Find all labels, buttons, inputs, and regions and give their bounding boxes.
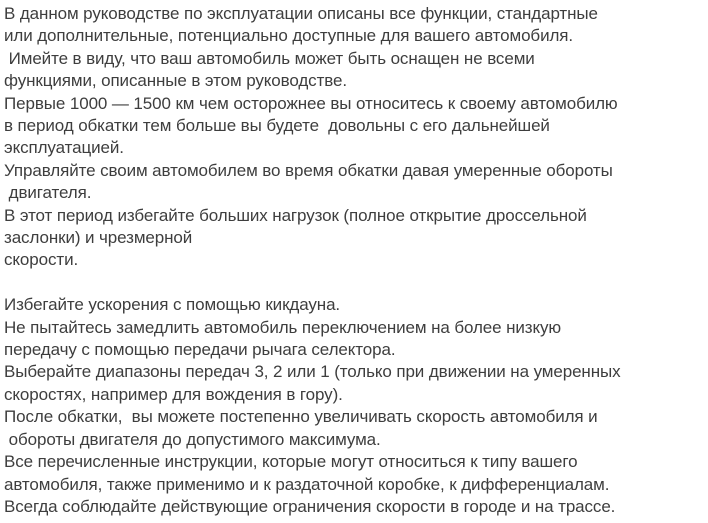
text-line: в период обкатки тем больше вы будете довольны с его дальнейшей	[4, 116, 550, 136]
text-line: функциями, описанные в этом руководстве.	[4, 71, 347, 91]
text-line: или дополнительные, потенциально доступные для вашего автомобиля.	[4, 26, 574, 46]
text-line: двигателя.	[4, 183, 92, 203]
text-line-blank	[4, 272, 708, 294]
text-line: Выберайте диапазоны передач 3, 2 или 1 (только при движении на умеренных	[4, 362, 621, 382]
text-line: В данном руководстве по эксплуатации описаны все функции, стандартные	[4, 4, 598, 23]
text-line: эксплуатацией.	[4, 138, 124, 158]
text-line: передачу с помощью передачи рычага селектора.	[4, 340, 396, 360]
text-line: автомобиля, также применимо и к раздаточной коробке, к дифференциалам.	[4, 474, 610, 494]
text-line: Всегда соблюдайте действующие ограничения скорости в городе и на трассе.	[4, 496, 616, 516]
text-line: В этот период избегайте больших нагрузок (полное открытие дроссельной	[4, 205, 587, 225]
text-line: Имейте в виду, что ваш автомобиль может быть оснащен не всеми	[4, 48, 535, 68]
text-line: Избегайте ускорения с помощью кикдауна.	[4, 295, 341, 315]
text-line: После обкатки, вы можете постепенно увеличивать скорость автомобиля и	[4, 407, 598, 427]
text-line: заслонки) и чрезмерной	[4, 228, 193, 248]
text-line: Все перечисленные инструкции, которые могут относиться к типу вашего	[4, 452, 578, 472]
text-line: обороты двигателя до допустимого максимума.	[4, 429, 381, 449]
text-line: Первые 1000 — 1500 км чем осторожнее вы относитесь к своему автомобилю	[4, 93, 618, 113]
text-line: скоростях, например для вождения в гору).	[4, 384, 343, 404]
text-line: Управляйте своим автомобилем во время обкатки давая умеренные обороты	[4, 160, 613, 180]
text-line: Не пытайтесь замедлить автомобиль переключением на более низкую	[4, 317, 562, 337]
text-line: скорости.	[4, 250, 79, 270]
